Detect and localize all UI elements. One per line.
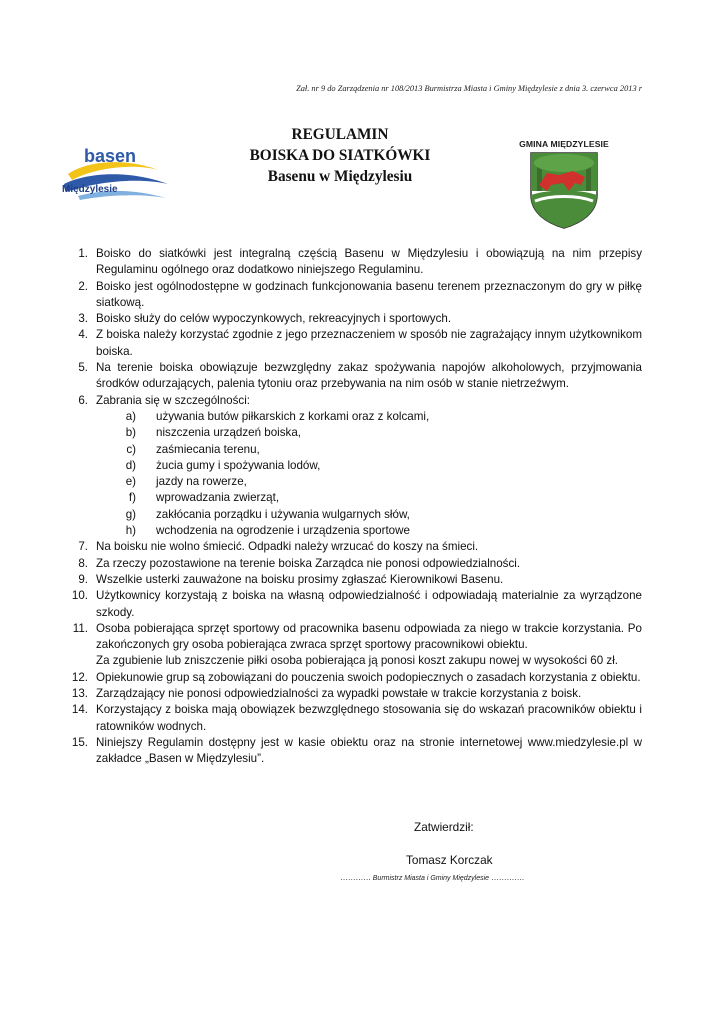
rule-item: 8. Za rzeczy pozostawione na terenie boiska Zarządca nie ponosi odpowiedzialności. xyxy=(78,556,521,570)
header-note: Zał. nr 9 do Zarządzenia nr 108/2013 Burmistrza Miasta i Gminy Międzylesie z dnia 3. czerwca 2013 r xyxy=(296,84,642,93)
rule-item: 3. Boisko służy do celów wypoczynkowych, rekreacyjnych i sportowych. xyxy=(78,312,452,326)
signer-role xyxy=(340,873,524,882)
rule-item: 1. Boisko do siatkówki jest integralną częścią Basenu w Międzylesiu i obowiązują na nim przepisy Regulaminu ogólnego oraz dodatkowo niniejszego Regulaminu. xyxy=(78,247,642,277)
svg-text:Międzylesie: Międzylesie xyxy=(62,184,118,195)
signer-role-text: Burmistrz Miasta i Gminy Międzylesie xyxy=(372,875,490,882)
title-line-2: BOISKA DO SIATKÓWKI xyxy=(249,147,431,164)
prohibition-item: a) używania butów piłkarskich z korkami oraz z kolcami, xyxy=(125,409,430,423)
gmina-name: GMINA MIĘDZYLESIE xyxy=(519,139,609,149)
prohibition-item: h) wchodzenia na ogrodzenie i urządzenia sportowe xyxy=(125,524,410,538)
svg-text:basen: basen xyxy=(84,146,137,166)
basen-logo xyxy=(58,140,174,204)
signer-name: Tomasz Korczak xyxy=(406,853,493,867)
title-line-3: Basenu w Międzylesiu xyxy=(267,168,413,185)
rule-item: 11. Osoba pobierająca sprzęt sportowy od pracownika basenu odpowiada za niego w trakcie korzystania. Po zakończonych gry osoba pobierająca zwraca sprzęt sportowy pracownikowi obiektu. Za zgubienie lub zniszczenie piłki osoba pobierająca ją ponosi koszt zakupu nowej w wysokości 60 zł. xyxy=(72,621,642,668)
prohibition-item: c) zaśmiecania terenu, xyxy=(126,442,260,456)
rule-item: 5. Na terenie boiska obowiązuje bezwzględny zakaz spożywania napojów alkoholowych, przyjmowania środków odurzających, palenia tytoniu oraz przebywania na nim osób w stanie nietrzeźwym. xyxy=(78,361,642,391)
prohibition-item: g) zakłócania porządku i używania wulgarnych słów, xyxy=(125,507,410,521)
rule-item: 12. Opiekunowie grup są zobowiązani do pouczenia swoich podopiecznych o zasadach korzystania z obiektu. xyxy=(71,670,641,684)
prohibitions-list xyxy=(96,409,642,539)
basen-logo-icon xyxy=(58,140,174,204)
rules-list xyxy=(62,246,642,768)
rule-item: 15. Niniejszy Regulamin dostępny jest w kasie obiektu oraz na stronie internetowej www.miedzylesie.pl w zakładce „Basen w Międzylesiu”. xyxy=(71,735,642,766)
dots-left: ………… xyxy=(340,873,371,882)
approved-label: Zatwierdził: xyxy=(414,820,474,834)
rule-item: 14. Korzystający z boiska mają obowiązek bezwzględnego stosowania się do wskazań pracowników obiektu i ratowników wodnych. xyxy=(71,703,642,733)
prohibition-item: f) wprowadzania zwierząt, xyxy=(128,491,280,505)
title-line-1: REGULAMIN xyxy=(291,126,389,143)
rule-item: 4. Z boiska należy korzystać zgodnie z jego przeznaczeniem w sposób nie zagrażający innym użytkownikom boiska. xyxy=(78,328,642,358)
prohibition-item: d) żucia gumy i spożywania lodów, xyxy=(125,458,321,472)
rule-item: 9. Wszelkie usterki zauważone na boisku prosimy zgłaszać Kierownikowi Basenu. xyxy=(78,572,504,586)
gmina-coat-of-arms xyxy=(512,134,616,230)
rule-item: 7. Na boisku nie wolno śmiecić. Odpadki należy wrzucać do koszy na śmieci. xyxy=(78,540,479,554)
rule-item: 2. Boisko jest ogólnodostępne w godzinach funkcjonowania basenu terenem przeznaczonym do gry w piłkę siatkową. xyxy=(78,279,642,309)
dots-right: …………. xyxy=(491,873,524,882)
prohibition-item: e) jazdy na rowerze, xyxy=(125,475,247,489)
prohibition-item: b) niszczenia urządzeń boiska, xyxy=(125,426,302,440)
rule-item: 10. Użytkownicy korzystają z boiska na własną odpowiedzialność i odpowiadają materialnie za wyrządzone szkody. xyxy=(71,589,642,619)
document-title xyxy=(190,124,490,187)
shield-icon xyxy=(529,151,599,229)
rule-item: 6. Zabrania się w szczególności: a) używania butów piłkarskich z korkami oraz z kolcami, b) niszczenia urządzeń boiska, c) zaśmiecania terenu, d) żucia gumy i spożywania lodów, e) jazdy na rowerze, f) wprowadzania zwierząt, g) zakłócania porządku i używania wulgarnych słów, h) wchodzenia na ogrodzenie i urządzenia sportowe xyxy=(62,393,642,540)
rule-item: 13. Zarządzający nie ponosi odpowiedzialności za wypadki powstałe w trakcie korzystania z boisk. xyxy=(71,687,582,701)
